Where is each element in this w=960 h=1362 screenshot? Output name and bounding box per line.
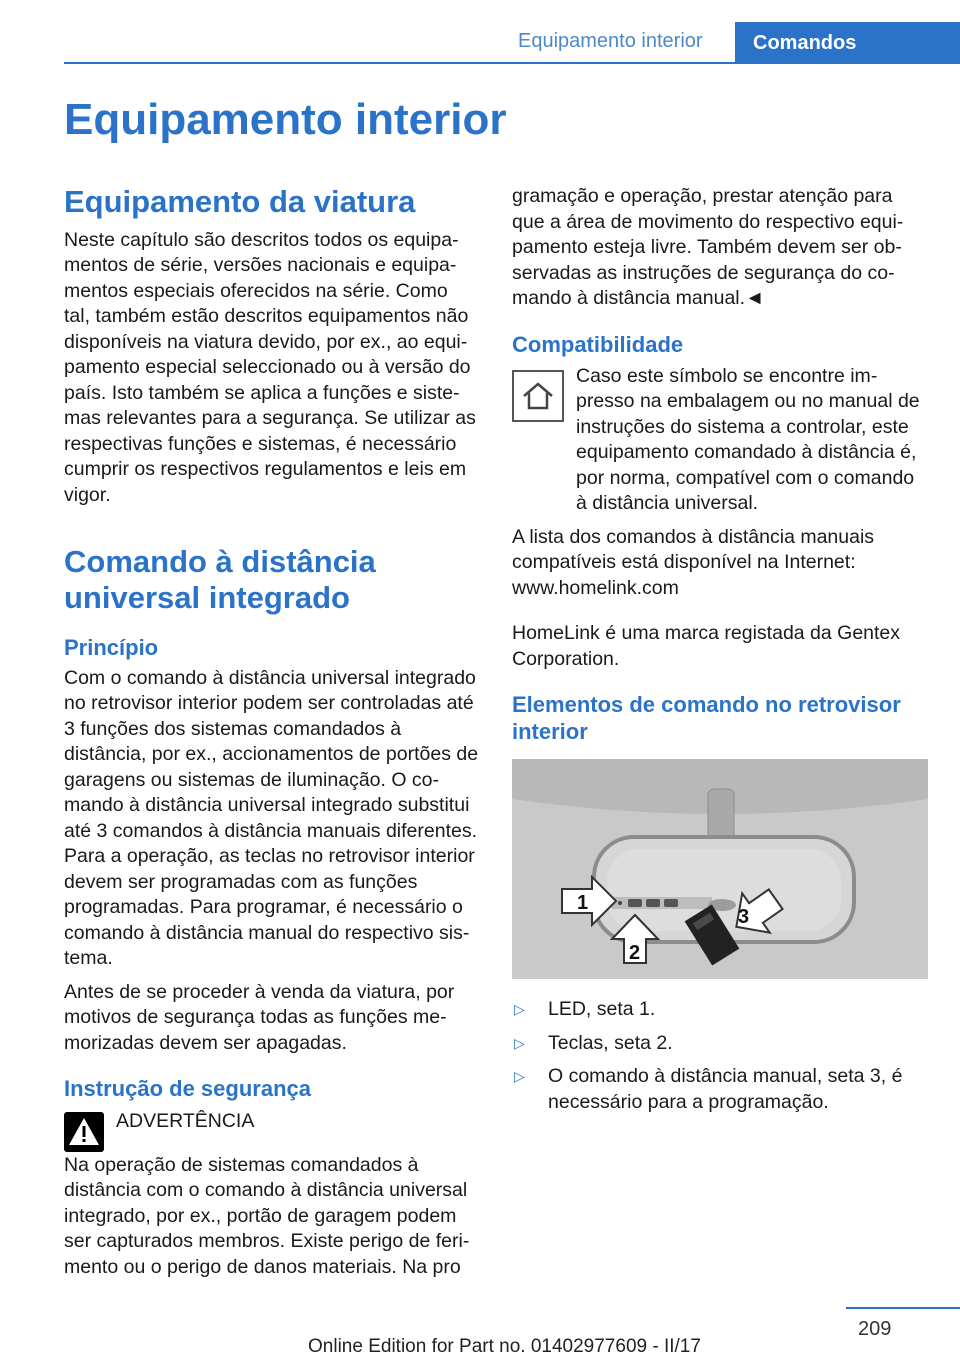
warning-title: ADVERTÊNCIA (116, 1109, 255, 1132)
bullet-triangle-icon: ▷ (514, 1001, 525, 1018)
para-principio-1: Com o comando à distância universal integrado no retrovisor interior podem ser controladas até 3 funções dos sistemas comandados à distância, por ex., accionamentos de portões de garagens ou sistemas de iluminação. O comando à distância universal integrado substitui até 3 comandos à distância manuais diferentes. Para a operação, as teclas no retrovisor interior devem ser programadas com as funções programadas. Para programar, é necessário o comando à distância manual do respectivo sistema. (64, 666, 479, 970)
warning-icon (64, 1112, 104, 1152)
warning-block (64, 1109, 479, 1152)
heading-seguranca: Instrução de segurança (64, 1076, 311, 1102)
page-number-rule (846, 1307, 960, 1309)
para-compat: Caso este símbolo se encontre impresso na embalagem ou no manual de instruções do sistema a controlar, este equipamento comandado à distância é, por norma, compatível com o comando à distância universal. (576, 364, 920, 515)
header-section: Equipamento interior (518, 30, 703, 52)
para-lista: A lista dos comandos à distância manuais compatíveis está disponível na Internet: www.homelink.com (512, 525, 875, 599)
warning-text: Na operação de sistemas comandados à distância com o comando à distância universal integrado, por ex., portão de garagem podem ser capturados membros. Existe perigo de ferimento ou o perigo de danos materiais. Na pro (64, 1153, 470, 1278)
heading-principio: Princípio (64, 635, 159, 661)
header-rule (64, 62, 960, 64)
home-compat-icon (512, 370, 564, 422)
edition-footer: Online Edition for Part no. 01402977609 - II/17 (308, 1336, 701, 1357)
heading-compatibilidade: Compatibilidade (512, 331, 684, 357)
bullet-triangle-icon: ▷ (514, 1034, 525, 1051)
bullet-triangle-icon: ▷ (514, 1068, 525, 1085)
list-item: ▷ LED, seta 1. (512, 997, 928, 1023)
para-principio-2: Antes de se proceder à venda da viatura, por motivos de segurança todas as funções memorizadas devem ser apagadas. (64, 980, 455, 1054)
heading-equipamento: Equipamento da viatura (64, 184, 416, 219)
para-homelink: HomeLink é uma marca registada da Gentex Corporation. (512, 622, 901, 670)
arrow-label-2: 2 (629, 942, 641, 965)
left-column (64, 184, 479, 1280)
header-tab: Comandos (735, 22, 960, 64)
mirror-photo (512, 759, 928, 979)
page-number: 209 (858, 1318, 892, 1340)
list-item: ▷ O comando à distância manual, seta 3, é necessário para a programação. (512, 1064, 928, 1115)
right-column (512, 184, 928, 1123)
bullet-list (512, 997, 928, 1115)
heading-comando: Comando à distância universal integrado (64, 544, 376, 615)
page-title: Equipamento interior (64, 95, 507, 144)
compat-block (512, 364, 928, 517)
para-equipamento: Neste capítulo são descritos todos os equipamentos de série, versões nacionais e equipamentos especiais oferecidos na série. Como tal, também estão descritos equipamentos não disponíveis na viatura devido, por ex., ao equipamento especial seleccionado ou à versão do país. Isto também se aplica a funções e sistemas relevantes para a segurança. Se utilizar as respectivas funções e sistemas, é necessário cumprir os respectivos regulamentos e leis em vigor. (64, 228, 476, 506)
heading-elementos: Elementos de comando no retrovisor interior (512, 692, 901, 744)
list-item: ▷ Teclas, seta 2. (512, 1031, 928, 1057)
arrow-label-1: 1 (577, 892, 589, 915)
para-continuacao: gramação e operação, prestar atenção para que a área de movimento do respectivo equipamento esteja livre. Também devem ser observadas as instruções de segurança do comando à distância manual.◄ (512, 185, 904, 309)
arrow-label-3: 3 (738, 906, 750, 929)
